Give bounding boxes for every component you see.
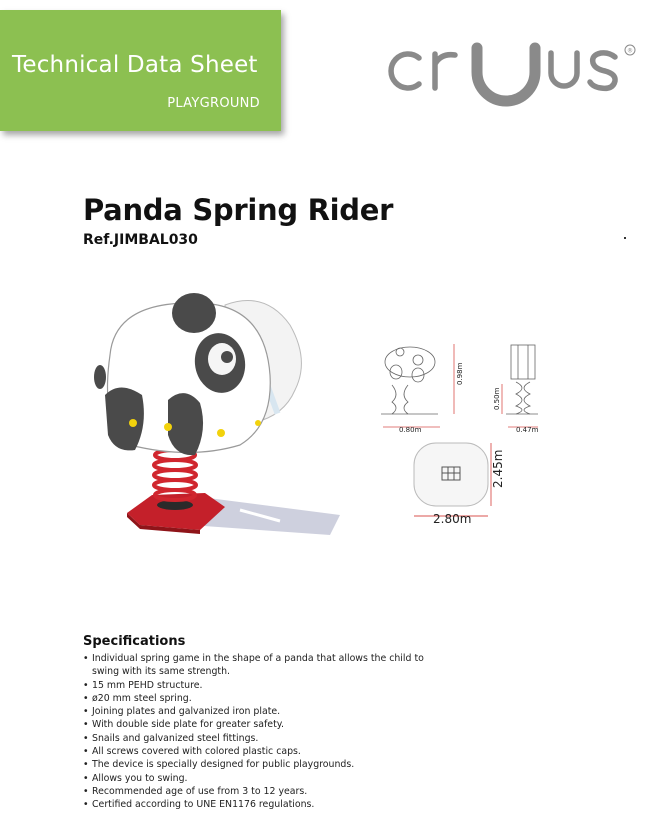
product-reference: Ref.JIMBAL030	[83, 232, 198, 248]
stray-dot	[624, 237, 626, 239]
header-banner	[0, 10, 281, 131]
technical-drawings	[378, 340, 548, 530]
side-width-label: 0.47m	[516, 426, 539, 434]
product-title: Panda Spring Rider	[83, 193, 394, 227]
spec-item: • Snails and galvanized steel fittings.	[83, 732, 453, 745]
spec-item: • With double side plate for greater safety.	[83, 718, 453, 731]
area-width-label: 2.80m	[433, 512, 472, 526]
spec-item: • All screws covered with colored plastic caps.	[83, 745, 453, 758]
spec-item: • 15 mm PEHD structure.	[83, 679, 453, 692]
area-depth-label: 2.45m	[491, 449, 505, 488]
side-height-label: 0.50m	[493, 387, 501, 410]
panda-spring-rider-illustration	[90, 285, 355, 545]
front-width-label: 0.80m	[399, 426, 422, 434]
dimension-drawings	[378, 340, 548, 530]
spec-item: • The device is specially designed for public playgrounds.	[83, 758, 453, 771]
front-height-label: 0.98m	[456, 362, 464, 385]
brand-logo	[383, 28, 638, 110]
spec-item: • Individual spring game in the shape of a panda that allows the child to swing with its same strength.	[83, 652, 453, 679]
brand-logo-graphic	[383, 28, 638, 110]
specifications-list	[83, 652, 453, 812]
spec-item: • Certified according to UNE EN1176 regulations.	[83, 798, 453, 811]
spec-item: • ø20 mm steel spring.	[83, 692, 453, 705]
product-render	[90, 285, 355, 545]
banner-title: Technical Data Sheet	[12, 52, 258, 78]
spec-item: • Recommended age of use from 3 to 12 years.	[83, 785, 453, 798]
specifications-title: Specifications	[83, 634, 186, 649]
spec-item: • Joining plates and galvanized iron plate.	[83, 705, 453, 718]
banner-subtitle: PLAYGROUND	[167, 96, 260, 111]
registered-mark: ®	[627, 47, 633, 55]
spec-item: • Allows you to swing.	[83, 772, 453, 785]
